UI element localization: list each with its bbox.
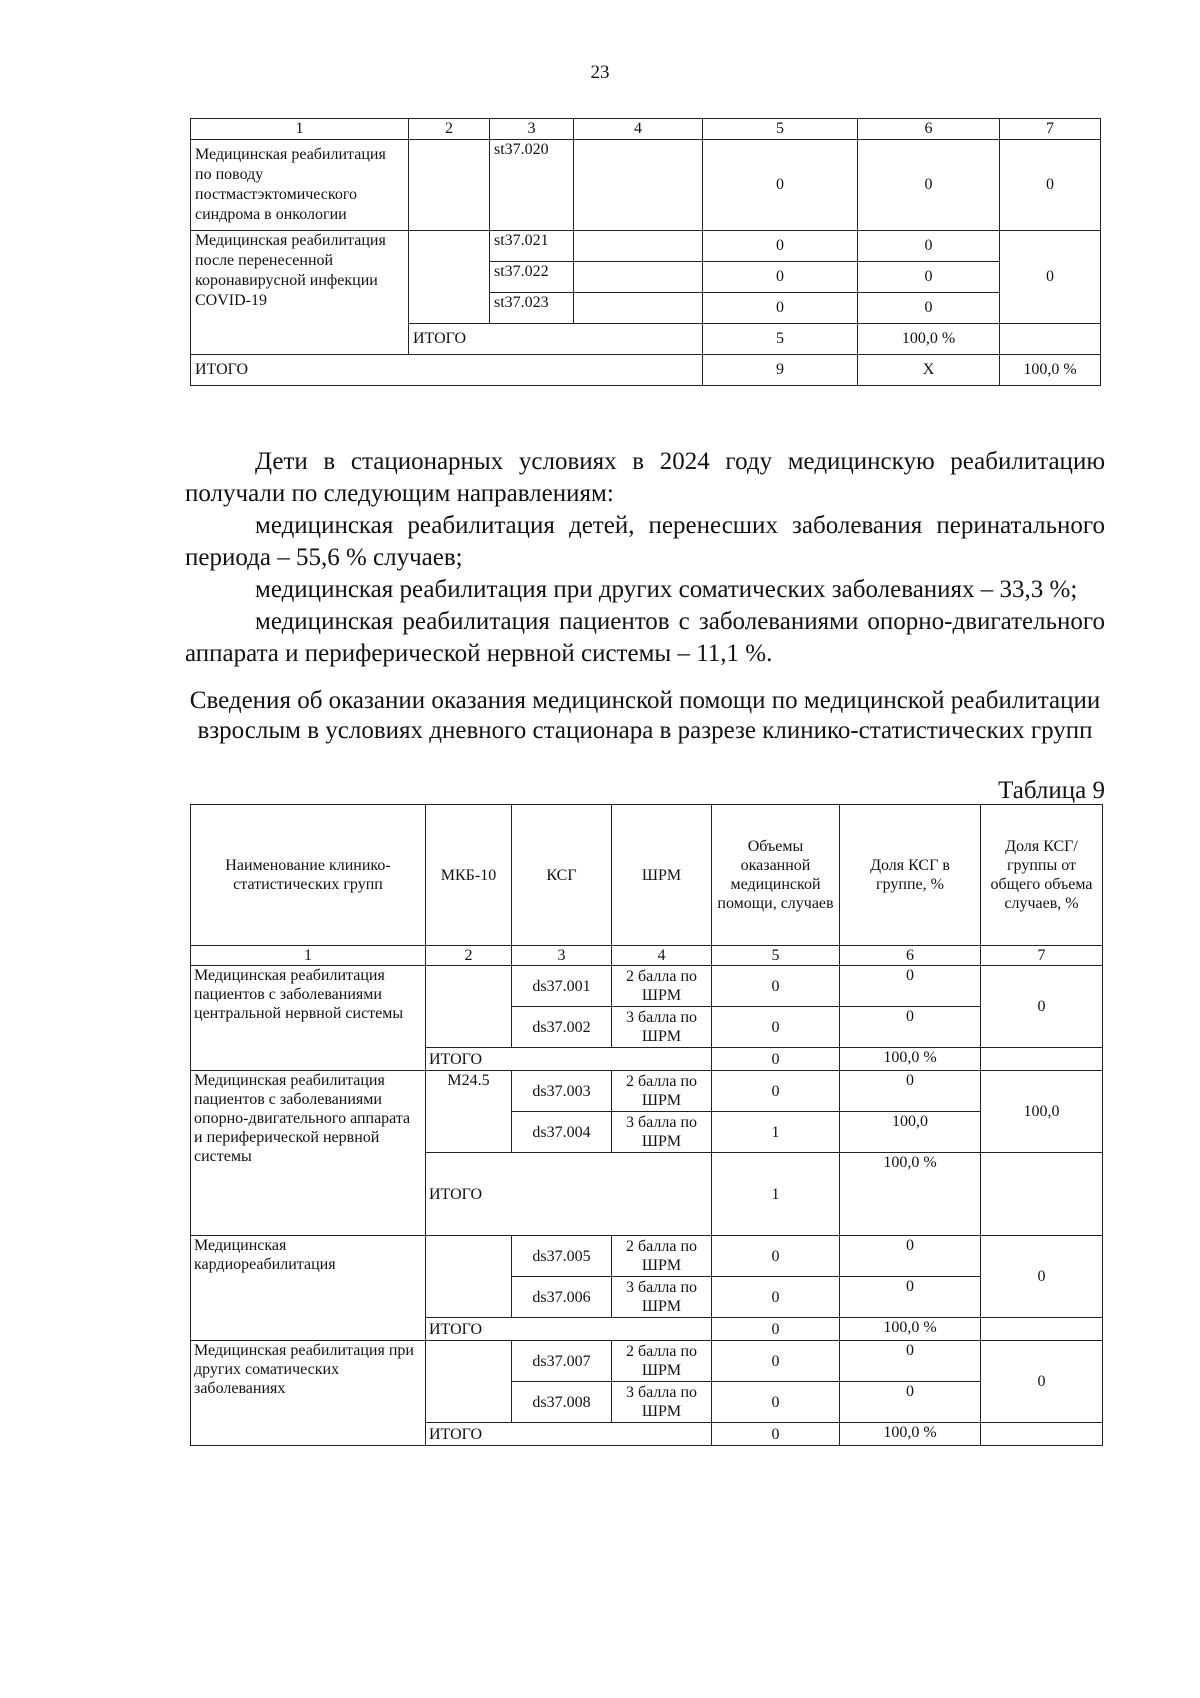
paragraph-4: медицинская реабилитация пациентов с заболеваниями опорно-двигательного аппарата и периферической нервной системы – 11,1 %. [185,608,1105,667]
table-1-header-row [191,119,1101,140]
total-volume: 0 [712,1318,840,1341]
table-1-header-cell: 7 [1000,119,1101,140]
share-total-value: 100,0 [981,1071,1103,1153]
table-row [191,1071,1103,1112]
volume-value: 0 [712,966,840,1007]
total-label: ИТОГО [426,1423,712,1446]
share-value: 0 [858,231,1000,262]
total-volume: 5 [703,324,858,355]
ksg-code: ds37.007 [512,1341,612,1382]
shrm-value: 2 балла по ШРМ [612,1236,712,1277]
table-1-header-cell: 3 [490,119,574,140]
ksg-code: st37.022 [490,262,574,293]
share-value: 100,0 [840,1112,981,1153]
table-1-header-cell: 2 [409,119,490,140]
volume-value: 0 [703,262,858,293]
shrm-value: 2 балла по ШРМ [612,1071,712,1112]
shrm-value: 2 балла по ШРМ [612,1341,712,1382]
table-row [191,1341,1103,1382]
ksg-code: st37.021 [490,231,574,262]
header-shrm: ШРМ [612,805,712,946]
total-volume: 0 [712,1048,840,1071]
table-row [191,1236,1103,1277]
table-1-header-cell: 5 [703,119,858,140]
share-value: 0 [840,1382,981,1423]
total-volume: 1 [712,1153,840,1236]
empty-cell [1000,324,1101,355]
shrm-value: 3 балла по ШРМ [612,1382,712,1423]
empty-cell [981,1048,1103,1071]
empty-cell [981,1423,1103,1446]
paragraph-1: Дети в стационарных условиях в 2024 году медицинскую реабилитацию получали по следующим направлениям: [185,448,1105,507]
total-volume: 0 [712,1423,840,1446]
mkb-code [426,1341,512,1423]
ksg-code: ds37.008 [512,1382,612,1423]
ksg-code: ds37.006 [512,1277,612,1318]
share-value: 0 [858,293,1000,324]
group-name: Медицинская реабилитация пациентов с заболеваниями опорно-двигательного аппарата и периферической нервной системы [191,1071,426,1236]
ksg-code: ds37.001 [512,966,612,1007]
group-name: Медицинская кардиореабилитация [191,1236,426,1341]
empty-cell [574,262,703,293]
total-share: 100,0 % [858,324,1000,355]
group-name: Медицинская реабилитация при других соматических заболеваниях [191,1341,426,1446]
ksg-code: ds37.002 [512,1007,612,1048]
share-value: 0 [840,1277,981,1318]
paragraph-2: медицинская реабилитация детей, перенесших заболевания перинатального периода – 55,6 % случаев; [185,512,1105,571]
empty-cell [574,231,703,262]
share-value: 0 [840,1236,981,1277]
table-1-header-cell: 4 [574,119,703,140]
table-caption: Таблица 9 [998,777,1105,804]
mkb-code [426,966,512,1048]
table-1 [190,118,1101,386]
table-grand-total-row [191,355,1101,386]
ksg-code: ds37.003 [512,1071,612,1112]
share-total-value: 0 [981,966,1103,1048]
volume-value: 0 [712,1277,840,1318]
empty-cell [574,140,703,231]
volume-value: 1 [712,1112,840,1153]
total-share: 100,0 % [840,1423,981,1446]
ksg-code: ds37.005 [512,1236,612,1277]
mkb-code [426,1236,512,1318]
share-total-value: 0 [1000,140,1101,231]
share-total-value: 0 [981,1236,1103,1318]
share-value: 0 [840,966,981,1007]
total-share: 100,0 % [840,1048,981,1071]
empty-cell [574,293,703,324]
paragraph-3: медицинская реабилитация при других соматических заболеваниях – 33,3 %; [255,576,1078,603]
column-number: 4 [612,946,712,966]
table-9-heading: Сведения об оказании оказания медицинской помощи по медицинской реабилитации взрослым в условиях дневного стационара в разрезе клинико-статистических групп [189,687,1101,744]
share-value: 0 [858,262,1000,293]
volume-value: 0 [712,1071,840,1112]
empty-cell [981,1153,1103,1236]
table-1-header-cell: 1 [191,119,409,140]
ksg-code: st37.020 [490,140,574,231]
volume-value: 0 [712,1236,840,1277]
grand-total-share: 100,0 % [1000,355,1101,386]
header-ksg: КСГ [512,805,612,946]
table-1-header-cell: 6 [858,119,1000,140]
volume-value: 0 [703,140,858,231]
column-number: 5 [712,946,840,966]
header-share-group: Доля КСГ в группе, % [840,805,981,946]
empty-cell [981,1318,1103,1341]
table-row [191,140,1101,231]
table-9-header-row [191,805,1103,946]
table-9-number-row [191,946,1103,966]
share-value: 0 [840,1007,981,1048]
empty-cell [409,231,490,324]
ksg-code: ds37.004 [512,1112,612,1153]
empty-cell [409,140,490,231]
total-label: ИТОГО [409,324,703,355]
shrm-value: 3 балла по ШРМ [612,1277,712,1318]
group-name: Медицинская реабилитация пациентов с заболеваниями центральной нервной системы [191,966,426,1071]
share-value: 0 [840,1341,981,1382]
shrm-value: 3 балла по ШРМ [612,1112,712,1153]
share-total-value: 0 [1000,231,1101,324]
grand-total-c6: Х [858,355,1000,386]
ksg-code: st37.023 [490,293,574,324]
total-label: ИТОГО [426,1153,712,1236]
grand-total-label: ИТОГО [191,355,703,386]
group-name: Медицинская реабилитация по поводу постмастэктомического синдрома в онкологии [191,140,409,231]
total-share: 100,0 % [840,1153,981,1236]
table-row [191,966,1103,1007]
group-name: Медицинская реабилитация после перенесенной коронавирусной инфекции COVID-19 [191,231,409,355]
volume-value: 0 [712,1007,840,1048]
column-number: 1 [191,946,426,966]
volume-value: 0 [703,231,858,262]
column-number: 7 [981,946,1103,966]
table-9 [190,804,1103,1446]
total-share: 100,0 % [840,1318,981,1341]
header-volume: Объемы оказанной медицинской помощи, случаев [712,805,840,946]
share-total-value: 0 [981,1341,1103,1423]
volume-value: 0 [703,293,858,324]
grand-total-volume: 9 [703,355,858,386]
total-label: ИТОГО [426,1048,712,1071]
shrm-value: 3 балла по ШРМ [612,1007,712,1048]
text-block [185,446,1105,670]
total-label: ИТОГО [426,1318,712,1341]
share-value: 0 [858,140,1000,231]
header-name: Наименование клинико-статистических групп [191,805,426,946]
header-share-total: Доля КСГ/группы от общего объема случаев, % [981,805,1103,946]
mkb-code: M24.5 [426,1071,512,1153]
volume-value: 0 [712,1382,840,1423]
share-value: 0 [840,1071,981,1112]
column-number: 6 [840,946,981,966]
page-number: 23 [590,62,610,83]
column-number: 3 [512,946,612,966]
column-number: 2 [426,946,512,966]
table-row [191,231,1101,262]
volume-value: 0 [712,1341,840,1382]
shrm-value: 2 балла по ШРМ [612,966,712,1007]
header-mkb: МКБ-10 [426,805,512,946]
